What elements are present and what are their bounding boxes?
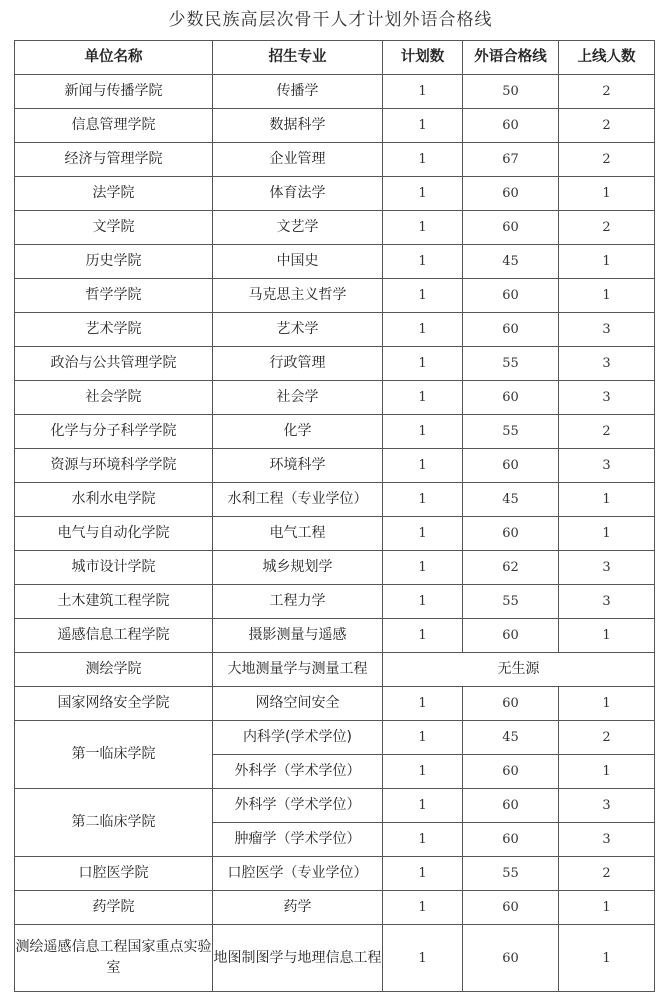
- plan-cell: 1: [383, 619, 463, 653]
- unit-cell: 政治与公共管理学院: [15, 347, 213, 381]
- plan-cell: 1: [383, 109, 463, 143]
- score-cell: 45: [463, 245, 559, 279]
- major-cell: 地图制图学与地理信息工程: [213, 925, 383, 992]
- score-cell: 45: [463, 483, 559, 517]
- score-cell: 60: [463, 755, 559, 789]
- table-body: [15, 75, 655, 992]
- score-cell: 60: [463, 687, 559, 721]
- count-cell: 3: [559, 585, 655, 619]
- unit-cell: 新闻与传播学院: [15, 75, 213, 109]
- table-row: [15, 381, 655, 415]
- count-cell: 2: [559, 211, 655, 245]
- table-row: [15, 279, 655, 313]
- table-row: [15, 721, 655, 755]
- score-cell: 60: [463, 381, 559, 415]
- unit-cell: 测绘遥感信息工程国家重点实验室: [15, 925, 213, 992]
- major-cell: 网络空间安全: [213, 687, 383, 721]
- major-cell: 摄影测量与遥感: [213, 619, 383, 653]
- header-plan: 计划数: [383, 41, 463, 75]
- major-cell: 环境科学: [213, 449, 383, 483]
- count-cell: 3: [559, 313, 655, 347]
- unit-cell: 经济与管理学院: [15, 143, 213, 177]
- plan-cell: 1: [383, 211, 463, 245]
- unit-cell: 哲学学院: [15, 279, 213, 313]
- table-row: [15, 585, 655, 619]
- major-cell: 工程力学: [213, 585, 383, 619]
- score-cell: 60: [463, 313, 559, 347]
- count-cell: 2: [559, 415, 655, 449]
- unit-cell: 第一临床学院: [15, 721, 213, 789]
- count-cell: 1: [559, 755, 655, 789]
- plan-cell: 1: [383, 177, 463, 211]
- major-cell: 药学: [213, 891, 383, 925]
- count-cell: 1: [559, 517, 655, 551]
- plan-cell: 1: [383, 381, 463, 415]
- table-row: [15, 143, 655, 177]
- major-cell: 艺术学: [213, 313, 383, 347]
- major-cell: 马克思主义哲学: [213, 279, 383, 313]
- plan-cell: 1: [383, 347, 463, 381]
- table-row: [15, 449, 655, 483]
- unit-cell: 第二临床学院: [15, 789, 213, 857]
- score-table: [14, 40, 655, 992]
- plan-cell: 1: [383, 313, 463, 347]
- plan-cell: 1: [383, 483, 463, 517]
- unit-cell: 社会学院: [15, 381, 213, 415]
- major-cell: 社会学: [213, 381, 383, 415]
- unit-cell: 土木建筑工程学院: [15, 585, 213, 619]
- header-unit: 单位名称: [15, 41, 213, 75]
- plan-cell: 1: [383, 857, 463, 891]
- count-cell: 1: [559, 279, 655, 313]
- major-cell: 行政管理: [213, 347, 383, 381]
- unit-cell: 药学院: [15, 891, 213, 925]
- count-cell: 2: [559, 143, 655, 177]
- score-cell: 45: [463, 721, 559, 755]
- unit-cell: 历史学院: [15, 245, 213, 279]
- score-cell: 55: [463, 857, 559, 891]
- count-cell: 1: [559, 925, 655, 992]
- table-row: [15, 483, 655, 517]
- table-row: [15, 245, 655, 279]
- plan-cell: 1: [383, 415, 463, 449]
- unit-cell: 资源与环境科学学院: [15, 449, 213, 483]
- header-count: 上线人数: [559, 41, 655, 75]
- score-cell: 60: [463, 891, 559, 925]
- count-cell: 2: [559, 109, 655, 143]
- score-cell: 60: [463, 177, 559, 211]
- score-cell: 60: [463, 449, 559, 483]
- major-cell: 外科学（学术学位）: [213, 755, 383, 789]
- unit-cell: 化学与分子科学学院: [15, 415, 213, 449]
- table-row: [15, 211, 655, 245]
- plan-cell: 1: [383, 279, 463, 313]
- plan-cell: 1: [383, 75, 463, 109]
- plan-cell: 1: [383, 789, 463, 823]
- unit-cell: 文学院: [15, 211, 213, 245]
- header-major: 招生专业: [213, 41, 383, 75]
- score-cell: 60: [463, 109, 559, 143]
- plan-cell: 1: [383, 687, 463, 721]
- unit-cell: 水利水电学院: [15, 483, 213, 517]
- count-cell: 3: [559, 347, 655, 381]
- plan-cell: 1: [383, 925, 463, 992]
- plan-cell: 1: [383, 891, 463, 925]
- count-cell: 3: [559, 789, 655, 823]
- major-cell: 体育法学: [213, 177, 383, 211]
- table-row: [15, 687, 655, 721]
- score-cell: 60: [463, 211, 559, 245]
- count-cell: 3: [559, 823, 655, 857]
- header-score: 外语合格线: [463, 41, 559, 75]
- score-cell: 60: [463, 279, 559, 313]
- unit-cell: 口腔医学院: [15, 857, 213, 891]
- note-cell: 无生源: [383, 653, 655, 687]
- count-cell: 3: [559, 381, 655, 415]
- plan-cell: 1: [383, 449, 463, 483]
- table-row: [15, 619, 655, 653]
- plan-cell: 1: [383, 823, 463, 857]
- count-cell: 1: [559, 687, 655, 721]
- major-cell: 企业管理: [213, 143, 383, 177]
- major-cell: 内科学(学术学位): [213, 721, 383, 755]
- unit-cell: 遥感信息工程学院: [15, 619, 213, 653]
- table-row: [15, 109, 655, 143]
- table-row: [15, 857, 655, 891]
- major-cell: 中国史: [213, 245, 383, 279]
- table-row: [15, 517, 655, 551]
- table-row: [15, 313, 655, 347]
- score-cell: 55: [463, 347, 559, 381]
- count-cell: 1: [559, 177, 655, 211]
- score-cell: 67: [463, 143, 559, 177]
- score-cell: 60: [463, 789, 559, 823]
- table-row: [15, 347, 655, 381]
- score-cell: 62: [463, 551, 559, 585]
- count-cell: 3: [559, 449, 655, 483]
- plan-cell: 1: [383, 755, 463, 789]
- header-row: [15, 41, 655, 75]
- plan-cell: 1: [383, 721, 463, 755]
- major-cell: 化学: [213, 415, 383, 449]
- page-title: 少数民族高层次骨干人才计划外语合格线: [168, 10, 493, 30]
- count-cell: 3: [559, 551, 655, 585]
- table-row: [15, 75, 655, 109]
- score-cell: 60: [463, 823, 559, 857]
- score-cell: 60: [463, 517, 559, 551]
- score-cell: 55: [463, 415, 559, 449]
- count-cell: 2: [559, 721, 655, 755]
- major-cell: 肿瘤学（学术学位）: [213, 823, 383, 857]
- plan-cell: 1: [383, 551, 463, 585]
- plan-cell: 1: [383, 143, 463, 177]
- table-row: [15, 653, 655, 687]
- major-cell: 数据科学: [213, 109, 383, 143]
- unit-cell: 信息管理学院: [15, 109, 213, 143]
- count-cell: 1: [559, 891, 655, 925]
- unit-cell: 测绘学院: [15, 653, 213, 687]
- unit-cell: 艺术学院: [15, 313, 213, 347]
- major-cell: 大地测量学与测量工程: [213, 653, 383, 687]
- unit-cell: 国家网络安全学院: [15, 687, 213, 721]
- major-cell: 城乡规划学: [213, 551, 383, 585]
- major-cell: 口腔医学（专业学位）: [213, 857, 383, 891]
- count-cell: 2: [559, 857, 655, 891]
- count-cell: 1: [559, 483, 655, 517]
- count-cell: 1: [559, 619, 655, 653]
- table-row: [15, 177, 655, 211]
- count-cell: 2: [559, 75, 655, 109]
- major-cell: 电气工程: [213, 517, 383, 551]
- table-row: [15, 551, 655, 585]
- major-cell: 水利工程（专业学位）: [213, 483, 383, 517]
- score-cell: 60: [463, 619, 559, 653]
- table-row: [15, 925, 655, 992]
- score-cell: 50: [463, 75, 559, 109]
- table-row: [15, 891, 655, 925]
- plan-cell: 1: [383, 517, 463, 551]
- count-cell: 1: [559, 245, 655, 279]
- unit-cell: 电气与自动化学院: [15, 517, 213, 551]
- table-row: [15, 789, 655, 823]
- score-cell: 60: [463, 925, 559, 992]
- plan-cell: 1: [383, 245, 463, 279]
- score-cell: 55: [463, 585, 559, 619]
- plan-cell: 1: [383, 585, 463, 619]
- unit-cell: 城市设计学院: [15, 551, 213, 585]
- unit-cell: 法学院: [15, 177, 213, 211]
- major-cell: 传播学: [213, 75, 383, 109]
- table-row: [15, 415, 655, 449]
- major-cell: 外科学（学术学位）: [213, 789, 383, 823]
- major-cell: 文艺学: [213, 211, 383, 245]
